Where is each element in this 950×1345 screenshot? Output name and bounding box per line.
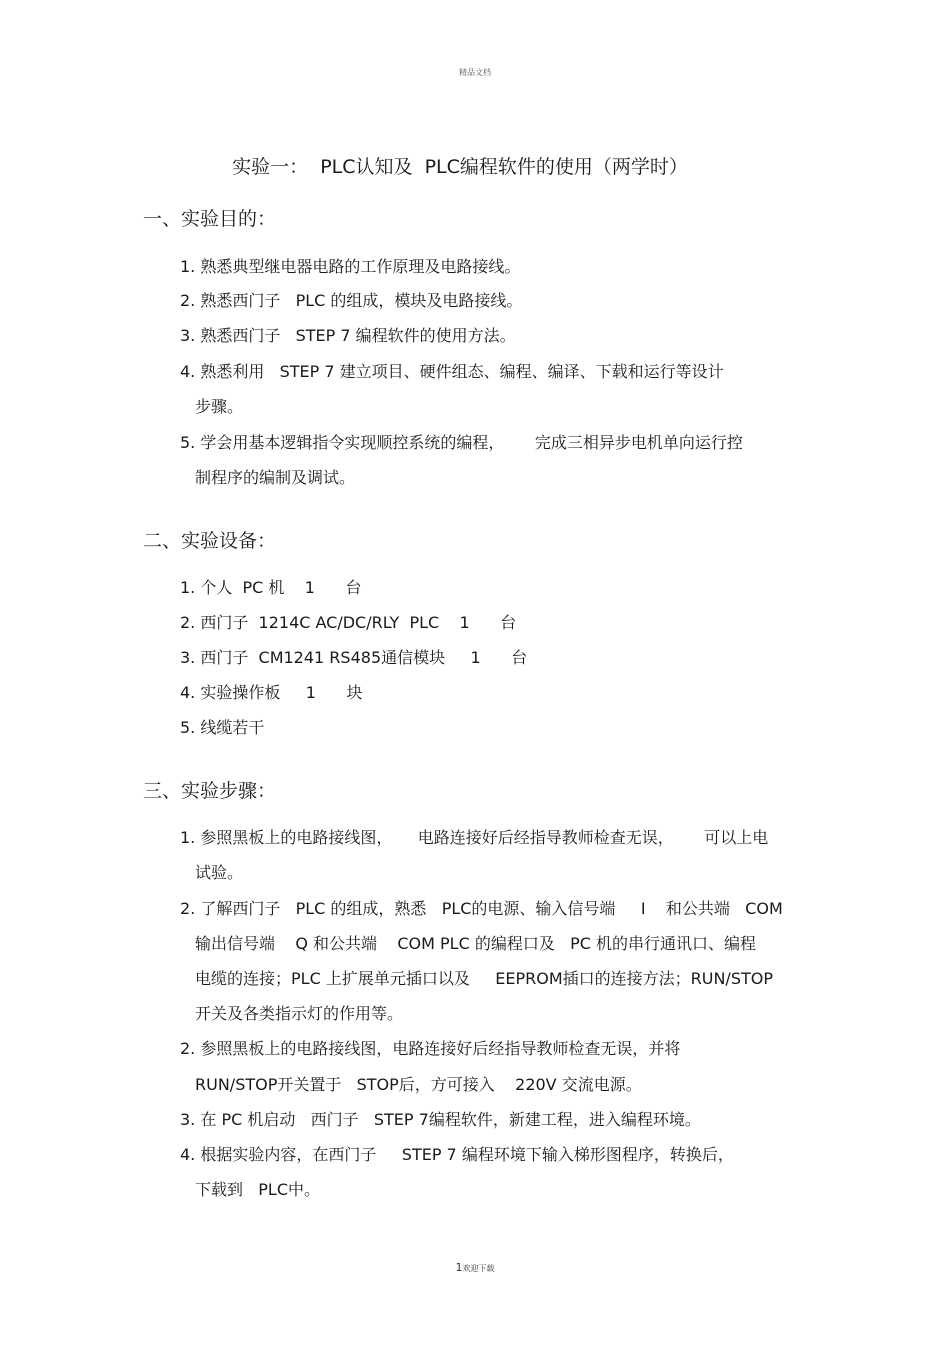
equipment-item-4: 4. 实验操作板 1 块 <box>180 683 363 702</box>
step-item-2a-cont-3: 开关及各类指示灯的作用等。 <box>195 1004 404 1023</box>
purpose-item-5: 5. 学会用基本逻辑指令实现顺控系统的编程， 完成三相异步电机单向运行控 <box>180 433 743 452</box>
purpose-item-4-cont: 步骤。 <box>195 397 244 416</box>
purpose-item-2: 2. 熟悉西门子 PLC 的组成，模块及电路接线。 <box>180 291 523 310</box>
purpose-item-3: 3. 熟悉西门子 STEP 7 编程软件的使用方法。 <box>180 326 516 345</box>
step-item-4-cont: 下载到 PLC中。 <box>195 1180 320 1199</box>
step-item-1: 1. 参照黑板上的电路接线图， 电路连接好后经指导教师检查无误， 可以上电 <box>180 828 769 847</box>
step-item-4: 4. 根据实验内容，在西门子 STEP 7 编程环境下输入梯形图程序，转换后， <box>180 1145 734 1164</box>
purpose-item-4: 4. 熟悉利用 STEP 7 建立项目、硬件组态、编程、编译、下载和运行等设计 <box>180 362 724 381</box>
page-footer <box>0 1261 950 1274</box>
step-item-2a: 2. 了解西门子 PLC 的组成，熟悉 PLC的电源、输入信号端 I 和公共端 COM <box>180 899 783 918</box>
step-item-2b: 2. 参照黑板上的电路接线图，电路连接好后经指导教师检查无误，并将 <box>180 1039 681 1058</box>
experiment-title: 实验一： PLC认知及 PLC编程软件的使用（两学时） <box>232 156 688 178</box>
section-heading-equipment: 二、实验设备： <box>143 530 277 552</box>
section-heading-purpose: 一、实验目的： <box>143 208 277 230</box>
step-item-2a-cont-2: 电缆的连接；PLC 上扩展单元插口以及 EEPROM插口的连接方法；RUN/STOP <box>195 969 773 988</box>
step-item-1-cont: 试验。 <box>195 863 244 882</box>
section-heading-steps: 三、实验步骤： <box>143 780 277 802</box>
purpose-item-1: 1. 熟悉典型继电器电路的工作原理及电路接线。 <box>180 257 521 276</box>
equipment-item-1: 1. 个人 PC 机 1 台 <box>180 578 362 597</box>
page-number: 1 <box>455 1261 463 1274</box>
purpose-item-5-cont: 制程序的编制及调试。 <box>195 468 356 487</box>
step-item-2b-cont: RUN/STOP开关置于 STOP后，方可接入 220V 交流电源。 <box>195 1075 642 1094</box>
step-item-3: 3. 在 PC 机启动 西门子 STEP 7编程软件，新建工程，进入编程环境。 <box>180 1110 701 1129</box>
step-item-2a-cont-1: 输出信号端 Q 和公共端 COM PLC 的编程口及 PC 机的串行通讯口、编程 <box>195 934 757 953</box>
footer-text: 欢迎下载 <box>462 1264 495 1273</box>
page-header: 精品文档 <box>459 68 491 77</box>
equipment-item-2: 2. 西门子 1214C AC/DC/RLY PLC 1 台 <box>180 613 517 632</box>
equipment-item-3: 3. 西门子 CM1241 RS485通信模块 1 台 <box>180 648 528 667</box>
equipment-item-5: 5. 线缆若干 <box>180 718 265 737</box>
